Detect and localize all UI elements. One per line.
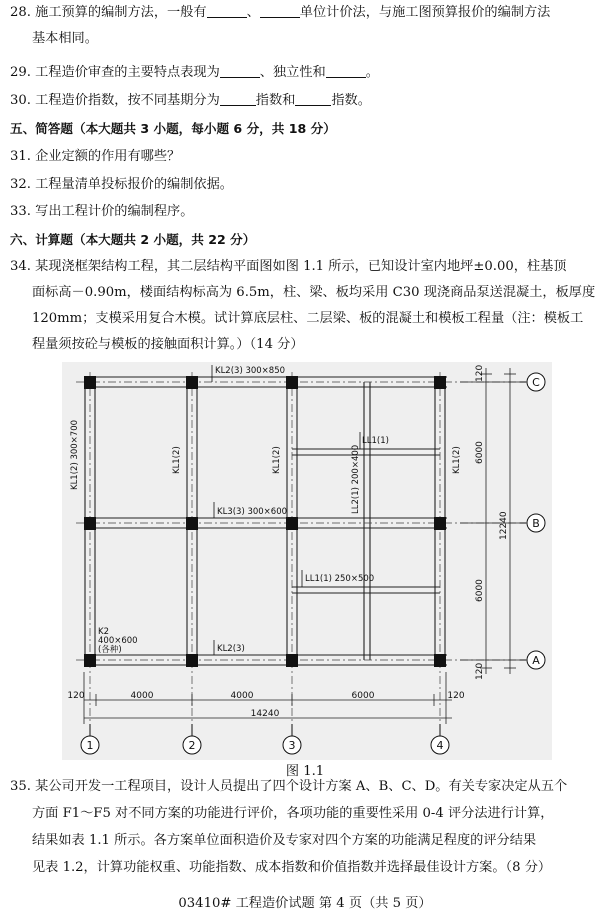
axis-label-b: B: [532, 517, 540, 530]
section-6-heading: 六、计算题（本大题共 2 小题，共 22 分）: [10, 232, 256, 247]
axis-label-3: 3: [288, 739, 296, 752]
beam-label-kl1-right: KL1(2): [452, 446, 462, 474]
axis-label-a: A: [532, 654, 540, 667]
section-5-heading: 五、简答题（本大题共 3 小题，每小题 6 分，共 18 分）: [10, 121, 336, 136]
axis-label-1: 1: [86, 739, 94, 752]
beam-label-ll2: LL2(1) 200×400: [351, 444, 361, 514]
beam-label-kl1-left: KL1(2) 300×700: [70, 419, 80, 490]
dim-6000-lower: 6000: [475, 579, 485, 602]
question-35-line: 35. 某公司开发一工程项目，设计人员提出了四个设计方案 A、B、C、D。有关专家决定从五个: [10, 779, 568, 794]
dim-left-120: 120: [67, 691, 85, 701]
question-29: 29. 工程造价审查的主要特点表现为 、独立性和 。: [10, 65, 379, 80]
question-31: 31. 企业定额的作用有哪些？: [10, 149, 181, 164]
axis-label-4: 4: [436, 739, 444, 752]
column-label-k2-size: 400×600: [98, 636, 138, 646]
answer-blank: [207, 4, 247, 18]
axis-label-2: 2: [188, 739, 196, 752]
structural-plan-figure: [62, 362, 552, 760]
dim-bottom-120: 120: [475, 662, 485, 680]
dim-top-120: 120: [475, 364, 485, 382]
column-label-k2-note: (各种): [98, 645, 122, 655]
question-34-line: 程量须按砼与模板的接触面积计算。）（14 分）: [32, 337, 304, 352]
figure-caption: 图 1.1: [285, 764, 325, 779]
answer-blank: [260, 4, 300, 18]
beam-label-ll1-bottom: LL1(1) 250×500: [305, 574, 375, 584]
beam-label-kl1-2: KL1(2): [172, 446, 182, 474]
beam-label-kl3: KL3(3) 300×600: [217, 507, 288, 517]
answer-blank: [220, 92, 256, 106]
dim-right-120: 120: [447, 691, 465, 701]
axis-label-c: C: [532, 376, 540, 389]
beam-label-ll1-top: LL1(1): [362, 436, 389, 446]
question-34-line: 面标高－0.90m，楼面结构标高为 6.5m，柱、梁、板均采用 C30 现浇商品泵送混凝土，板厚度: [32, 285, 596, 300]
column-label-k2: K2: [98, 627, 109, 637]
page-footer: 03410# 工程造价试题 第 4 页（共 5 页）: [178, 896, 432, 911]
beam-label-kl2-bottom: KL2(3): [217, 644, 245, 654]
beam-label-kl1-3: KL1(2): [272, 446, 282, 474]
question-30: 30. 工程造价指数，按不同基期分为 指数和 指数。: [10, 93, 371, 108]
answer-blank: [220, 64, 260, 78]
question-33: 33. 写出工程计价的编制程序。: [10, 204, 194, 219]
answer-blank: [326, 64, 366, 78]
answer-blank: [295, 92, 331, 106]
beam-label-kl2-top: KL2(3) 300×850: [215, 366, 286, 376]
dim-6000-upper: 6000: [475, 441, 485, 464]
question-35-line: 方面 F1～F5 对不同方案的功能进行评价，各项功能的重要性采用 0-4 评分法进行计算，: [32, 806, 554, 821]
dim-14240: 14240: [250, 709, 280, 719]
question-34-line: 120mm；支模采用复合木模。试计算底层柱、二层梁、板的混凝土和模板工程量（注：模板工: [32, 311, 584, 326]
question-32: 32. 工程量清单投标报价的编制依据。: [10, 177, 233, 192]
question-35-line: 结果如表 1.1 所示。各方案单位面积造价及专家对四个方案的功能满足程度的评分结果: [32, 833, 537, 848]
question-34-line: 34. 某现浇框架结构工程，其二层结构平面图如图 1.1 所示，已知设计室内地坪±0.00，柱基顶: [10, 259, 567, 274]
question-35-line: 见表 1.2，计算功能权重、功能指数、成本指数和价值指数并选择最佳设计方案。（8 分）: [32, 860, 552, 875]
question-28-cont: 基本相同。: [32, 31, 98, 46]
dim-4000-second: 4000: [230, 691, 254, 701]
question-28: 28. 施工预算的编制方法，一般有 、 单位计价法，与施工图预算报价的编制方法: [10, 5, 551, 20]
dim-4000-first: 4000: [130, 691, 154, 701]
dim-6000: 6000: [351, 691, 375, 701]
dim-12240: 12240: [499, 511, 509, 540]
